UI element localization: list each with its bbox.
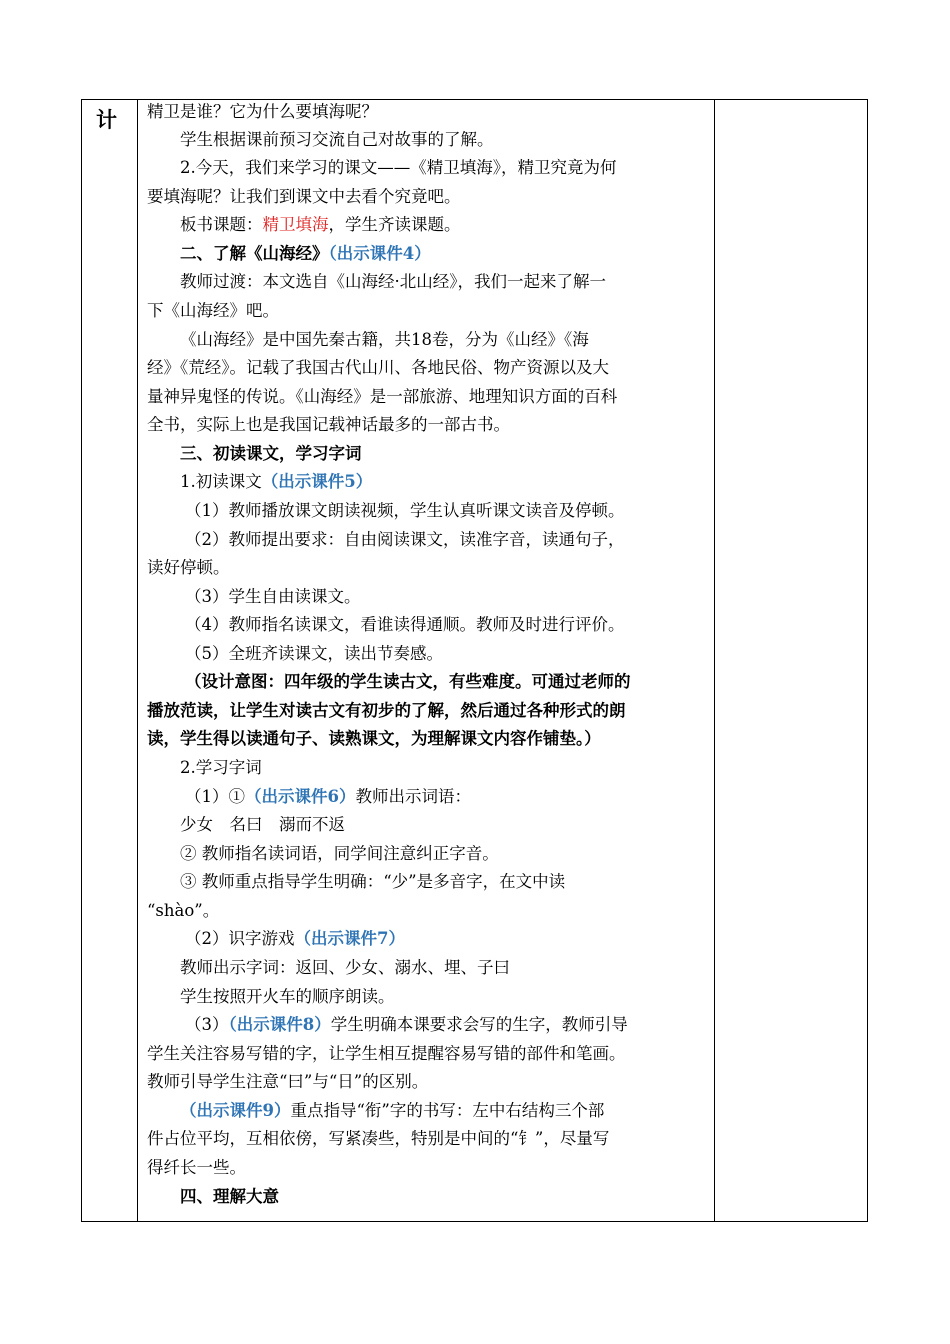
courseware-ref: （出示课件4）: [328, 244, 431, 263]
text-line: ③ 教师重点指导学生明确：“少”是多音字，在文中读: [180, 872, 566, 891]
text-line: 读好停顿。: [147, 558, 230, 577]
text-line: （3）（出示课件8）学生明确本课要求会写的生字，教师引导: [185, 1015, 628, 1034]
text-line: 教师出示字词：返回、少女、溺水、埋、子曰: [180, 958, 510, 977]
text-line: （2）识字游戏（出示课件7）: [185, 929, 405, 948]
text-line: （3）学生自由读课文。: [185, 587, 361, 606]
section-label-cell: [82, 100, 137, 1221]
courseware-ref: （出示课件7）: [294, 929, 405, 948]
column-divider-right: [714, 100, 715, 1221]
text-line: 学生根据课前预习交流自己对故事的了解。: [180, 130, 494, 149]
design-intent: （设计意图：四年级的学生读古文，有些难度。可通过老师的: [185, 672, 631, 691]
section-label: 计: [96, 108, 117, 132]
design-intent: 读，学生得以读通句子、读熟课文，为理解课文内容作铺垫。）: [147, 729, 601, 748]
text-line: 少女 名曰 溺而不返: [180, 815, 345, 834]
text-line: 件占位平均，互相依傍，写紧凑些，特别是中间的“钅”，尽量写: [147, 1129, 610, 1148]
courseware-ref: （出示课件6）: [245, 787, 356, 806]
text-line: 教师过渡：本文选自《山海经·北山经》，我们一起来了解一: [180, 272, 606, 291]
text-line: 学生按照开火车的顺序朗读。: [180, 987, 395, 1006]
courseware-ref: （出示课件5）: [261, 472, 373, 491]
text-line: （2）教师提出要求：自由阅读课文，读准字音，读通句子，: [185, 530, 625, 549]
text-line: 2.学习字词: [180, 758, 262, 777]
text-line: 教师引导学生注意“曰”与“日”的区别。: [147, 1072, 429, 1091]
section-heading-2: 二、了解《山海经》（出示课件4）: [180, 244, 431, 263]
text-line: 1.初读课文（出示课件5）: [180, 472, 373, 491]
text-line: 下《山海经》吧。: [147, 301, 279, 320]
text-line: 量神异鬼怪的传说。《山海经》是一部旅游、地理知识方面的百科: [147, 387, 618, 406]
board-title: 精卫填海: [262, 215, 329, 234]
design-intent: 播放范读，让学生对读古文有初步的了解，然后通过各种形式的朗: [147, 701, 626, 720]
text-line: 得纤长一些。: [147, 1158, 246, 1177]
text-line: 《山海经》是中国先秦古籍，共18卷，分为《山经》《海: [180, 330, 589, 349]
text-line: （4）教师指名读课文，看谁读得通顺。教师及时进行评价。: [185, 615, 625, 634]
section-heading-3: 三、初读课文，学习字词: [180, 444, 362, 463]
text-line: 学生关注容易写错的字，让学生相互提醒容易写错的部件和笔画。: [147, 1044, 626, 1063]
text-line: 经》《荒经》。记载了我国古代山川、各地民俗、物产资源以及大: [147, 358, 609, 377]
text-line: （1）教师播放课文朗读视频，学生认真听课文读音及停顿。: [185, 501, 625, 520]
text-line: 全书，实际上也是我国记载神话最多的一部古书。: [147, 415, 510, 434]
text-line: 精卫是谁？它为什么要填海呢？: [147, 102, 378, 121]
section-heading-4: 四、理解大意: [180, 1187, 279, 1206]
text-line: “shào”。: [147, 901, 220, 920]
text-line: （5）全班齐读课文，读出节奏感。: [185, 644, 443, 663]
text-line: 要填海呢？让我们到课文中去看个究竟吧。: [147, 187, 461, 206]
text-line: 板书课题：精卫填海，学生齐读课题。: [180, 215, 461, 234]
column-divider-left: [137, 100, 138, 1221]
text-line: （出示课件9）重点指导“衔”字的书写：左中右结构三个部: [180, 1101, 605, 1120]
text-line: 2.今天，我们来学习的课文——《精卫填海》，精卫究竟为何: [180, 158, 617, 177]
lesson-plan-table: [81, 99, 868, 1222]
courseware-ref: （出示课件8）: [228, 1015, 331, 1034]
text-line: （1）①（出示课件6）教师出示词语：: [185, 787, 471, 806]
text-line: ② 教师指名读词语，同学间注意纠正字音。: [180, 844, 499, 863]
courseware-ref: （出示课件9）: [180, 1101, 291, 1120]
